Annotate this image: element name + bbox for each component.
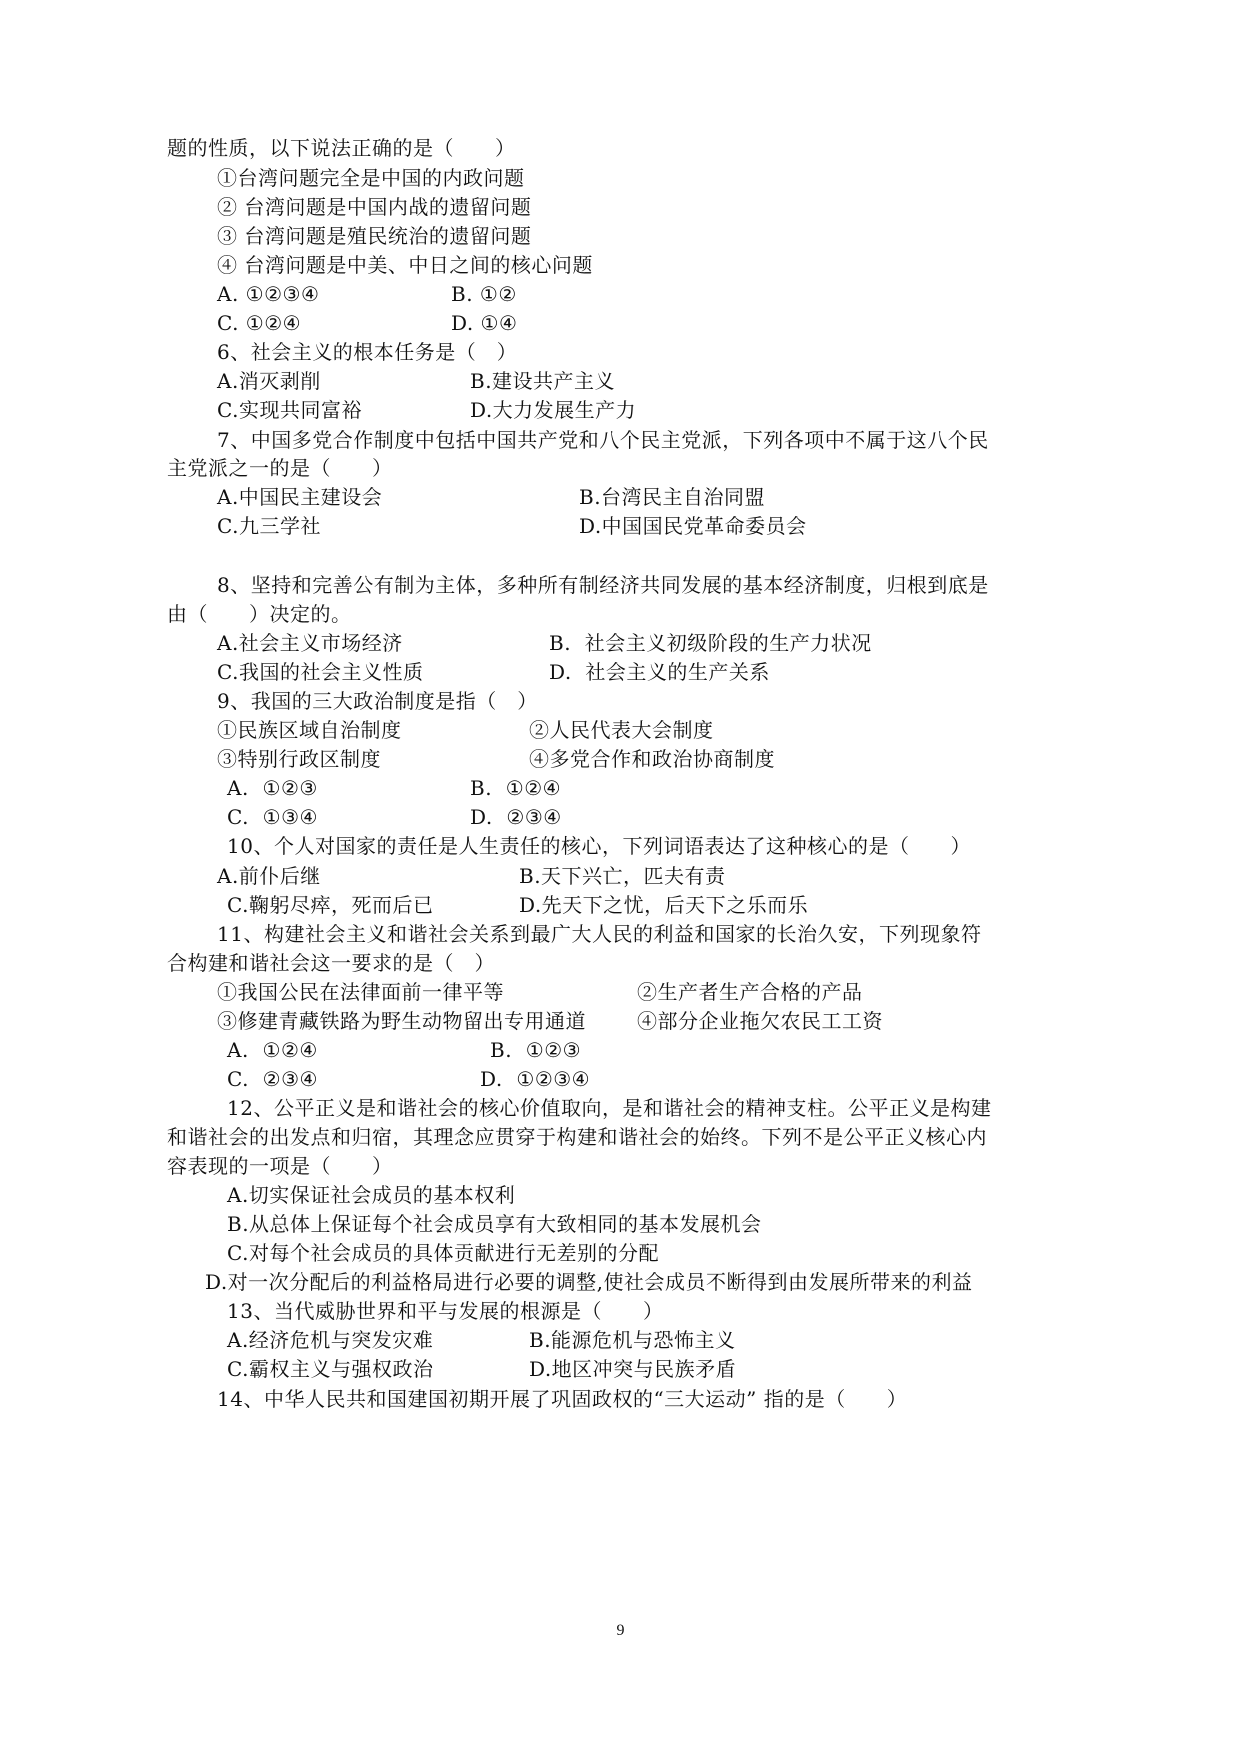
q13-option-c: C.霸权主义与强权政治 [227,1357,434,1381]
q12-option-b: B.从总体上保证每个社会成员享有大致相同的基本发展机会 [227,1212,762,1236]
q13-option-b: B.能源危机与恐怖主义 [529,1328,736,1352]
q8-stem-line1: 8、坚持和完善公有制为主体，多种所有制经济共同发展的基本经济制度，归根到底是 [217,573,989,597]
q9-item-1: ①民族区域自治制度 [217,718,402,742]
q12-option-a: A.切实保证社会成员的基本权利 [227,1183,516,1207]
q5-option-c: C. ①②④ [217,311,302,335]
q13-stem: 13、当代威胁世界和平与发展的根源是（ ） [227,1299,664,1323]
q7-option-c: C.九三学社 [217,514,321,538]
q9-option-c: C. ①③④ [227,805,318,829]
q11-option-b: B. ①②③ [490,1038,582,1062]
q5-stem-tail: 题的性质，以下说法正确的是（ ） [167,136,516,160]
q8-option-c: C.我国的社会主义性质 [217,660,424,684]
q11-option-a: A. ①②④ [227,1038,318,1062]
q9-stem: 9、我国的三大政治制度是指（ ） [217,689,538,713]
q11-item-4: ④部分企业拖欠农民工工资 [637,1009,883,1033]
q5-option-a: A. ①②③④ [217,282,320,306]
q7-option-a: A.中国民主建设会 [217,485,383,509]
q6-option-c: C.实现共同富裕 [217,398,362,422]
q12-stem-line1: 12、公平正义是和谐社会的核心价值取向，是和谐社会的精神支柱。公平正义是构建 [227,1096,992,1120]
q11-item-1: ①我国公民在法律面前一律平等 [217,980,504,1004]
q14-stem: 14、中华人民共和国建国初期开展了巩固政权的“三大运动” 指的是（ ） [217,1387,908,1411]
q11-option-c: C. ②③④ [227,1067,318,1091]
q11-item-3: ③修建青藏铁路为野生动物留出专用通道 [217,1009,586,1033]
q6-option-a: A.消灭剥削 [217,369,321,393]
q12-stem-line3: 容表现的一项是（ ） [167,1154,393,1178]
q9-option-a: A. ①②③ [227,776,318,800]
q11-option-d: D. ①②③④ [480,1067,591,1091]
q7-option-d: D.中国国民党革命委员会 [579,514,807,538]
q13-option-d: D.地区冲突与民族矛盾 [529,1357,737,1381]
q10-option-d: D.先天下之忧，后天下之乐而乐 [519,893,809,917]
q5-item-4: ④ 台湾问题是中美、中日之间的核心问题 [217,253,593,277]
q11-stem-line2: 合构建和谐社会这一要求的是（ ） [167,951,495,975]
q7-stem-line2: 主党派之一的是（ ） [167,456,393,480]
q11-item-2: ②生产者生产合格的产品 [637,980,863,1004]
q7-option-b: B.台湾民主自治同盟 [579,485,766,509]
q8-option-b: B. 社会主义初级阶段的生产力状况 [549,631,872,655]
q6-stem: 6、社会主义的根本任务是（ ） [217,340,518,364]
q12-option-c: C.对每个社会成员的具体贡献进行无差别的分配 [227,1241,659,1265]
q13-option-a: A.经济危机与突发灾难 [227,1328,434,1352]
q9-item-2: ②人民代表大会制度 [529,718,714,742]
q10-option-b: B.天下兴亡，匹夫有责 [519,864,726,888]
q9-option-b: B. ①②④ [470,776,562,800]
q5-item-2: ② 台湾问题是中国内战的遗留问题 [217,195,532,219]
q12-stem-line2: 和谐社会的出发点和归宿，其理念应贯穿于构建和谐社会的始终。下列不是公平正义核心内 [167,1125,987,1149]
q6-option-b: B.建设共产主义 [470,369,616,393]
q9-item-3: ③特别行政区制度 [217,747,381,771]
q8-stem-line2: 由（ ）决定的。 [167,602,352,626]
q11-stem-line1: 11、构建社会主义和谐社会关系到最广大人民的利益和国家的长治久安，下列现象符 [217,922,982,946]
q12-option-d: D.对一次分配后的利益格局进行必要的调整,使社会成员不断得到由发展所带来的利益 [205,1270,973,1294]
page-number: 9 [616,1622,625,1639]
q5-option-b: B. ①② [451,282,517,306]
q5-item-3: ③ 台湾问题是殖民统治的遗留问题 [217,224,532,248]
q7-stem-line1: 7、中国多党合作制度中包括中国共产党和八个民主党派，下列各项中不属于这八个民 [217,428,989,452]
q9-option-d: D. ②③④ [470,805,562,829]
q10-option-c: C.鞠躬尽瘁，死而后已 [227,893,434,917]
q5-item-1: ①台湾问题完全是中国的内政问题 [217,166,525,190]
q5-option-d: D. ①④ [451,311,518,335]
q8-option-d: D. 社会主义的生产关系 [549,660,770,684]
q6-option-d: D.大力发展生产力 [470,398,637,422]
q9-item-4: ④多党合作和政治协商制度 [529,747,775,771]
q10-option-a: A.前仆后继 [217,864,321,888]
q10-stem: 10、个人对国家的责任是人生责任的核心，下列词语表达了这种核心的是（ ） [227,834,971,858]
q8-option-a: A.社会主义市场经济 [217,631,403,655]
